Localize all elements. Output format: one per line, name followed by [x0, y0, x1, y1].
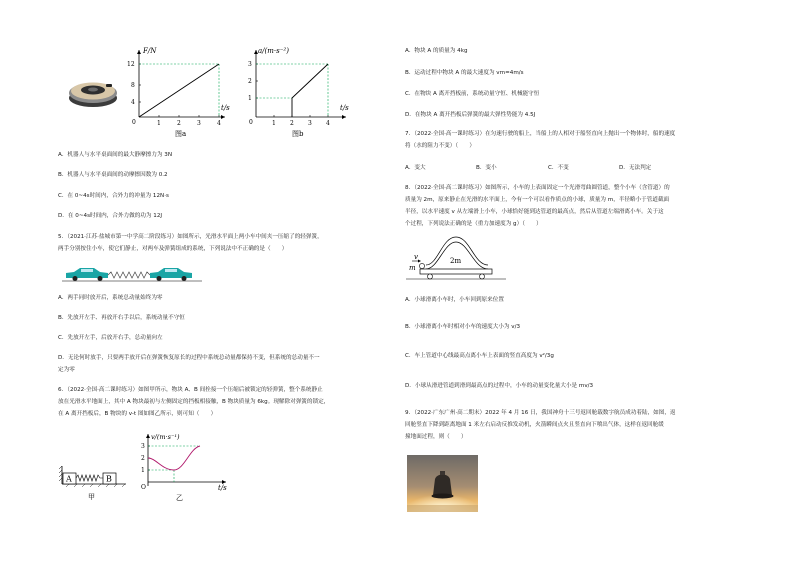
cart-mass-label: 2m: [450, 257, 462, 265]
figure-a-force-time: [125, 44, 230, 142]
cart-with-tube-figure: [406, 233, 506, 281]
q6-option-a: A．物块 A 的质量为 4kg: [405, 48, 468, 54]
q8-option-c: C．车上管道中心线最高点离小车上表面的竖直高度为 v²/3g: [405, 353, 554, 359]
q8-stem-line1: 8．（2022·全国·高二课时练习）如图所示，小车的上表面固定一个光滑弯曲圆管道，整个小车（含管道）的: [405, 185, 670, 191]
figure-jia-blocks-spring: [58, 460, 130, 502]
figure-b-xtick-1: 1: [272, 120, 276, 127]
figure-a-xtick-2: 2: [177, 120, 181, 127]
q8-option-d: D．小球从滑进管道到滑到最高点的过程中，小车的动量变化量大小是 mv/3: [405, 383, 594, 389]
q9-stem-line3: 撞地面过程，则（ ）: [405, 434, 467, 440]
q5-option-d-line2: 定为零: [58, 367, 75, 373]
figure-b-acceleration-time: [236, 44, 351, 142]
q8-stem-line3: 半径，以水平速度 v 从左端滑上小车，小球恰好能到达管道的最高点，然后从管道左端滑离小车。关于这: [405, 209, 664, 215]
figure-b-xtick-2: 2: [290, 120, 294, 127]
q5-stem-line2: 两手分别按住小车，使它们静止，对两车及弹簧组成的系统，下列说法中不正确的是（ ）: [58, 246, 288, 252]
q4-option-a: A．机器人与水平桌面间的最大静摩擦力为 3N: [58, 152, 173, 158]
q6-option-d: D．在物块 A 离开挡板后弹簧的最大弹性势能为 4.5J: [405, 112, 536, 118]
figure-b-xtick-4: 4: [326, 120, 330, 127]
figure-a-xtick-4: 4: [217, 120, 221, 127]
q5-option-b: B．先放开左手、再放开右手以后，系统动量不守恒: [58, 315, 185, 321]
figure-a-ylabel: F/N: [143, 47, 157, 55]
figure-yi-ylabel: v/(m·s⁻¹): [151, 433, 180, 441]
figure-a-caption: 图a: [175, 130, 187, 138]
figure-b-ytick-2: 2: [248, 78, 252, 85]
block-a-label: A: [66, 474, 72, 484]
figure-jia-caption: 甲: [88, 493, 95, 501]
figure-yi-caption: 乙: [176, 494, 183, 502]
q6-stem-line2: 放在光滑水平地面上，其中 A 物块最初与左侧固定的挡板相接触，B 物块质量为 6kg。现解除对弹簧的锁定，: [58, 399, 330, 405]
q8-stem-line2: 质量为 2m，原来静止在光滑的水平面上，今有一个可以看作质点的小球，质量为 m，半径略小于管道截面: [405, 197, 670, 203]
figure-a-origin: 0: [132, 119, 136, 126]
block-b-label: B: [106, 474, 112, 484]
q4-option-b: B．机器人与水平桌面间的动摩擦因数为 0.2: [58, 172, 168, 178]
figure-yi-origin: O: [141, 484, 146, 491]
velocity-curve: [148, 446, 200, 470]
q8-option-b: B．小球滑离小车时相对小车的速度大小为 v/3: [405, 324, 521, 330]
figure-b-ytick-3: 3: [248, 61, 252, 68]
figure-yi-xlabel: t/s: [218, 484, 227, 492]
q4-option-c: C．在 0~4s时间内，合外力的冲量为 12N·s: [58, 193, 169, 199]
figure-b-ylabel: a/(m·s⁻²): [258, 47, 289, 55]
figure-yi-ytick-1: 1: [141, 467, 145, 474]
q7-option-c: C．不变: [548, 165, 569, 171]
q7-option-b: B．变小: [476, 165, 497, 171]
ball-mass-label: m: [409, 264, 416, 272]
figure-yi-velocity-time: [138, 430, 230, 504]
q7-option-d: D．无法判定: [619, 165, 652, 171]
velocity-label: v: [414, 253, 418, 261]
figure-a-xtick-1: 1: [157, 120, 161, 127]
q5-option-a: A．两手同时放开后，系统总动量始终为零: [58, 295, 163, 301]
q5-option-d-line1: D．无论何时放手，只要两手放开后在弹簧恢复原长的过程中系统总动量都保持不变，但系统的总动量不一: [58, 355, 320, 361]
q4-option-d: D．在 0~4s时间内，合外力做的功为 12J: [58, 213, 163, 219]
q6-option-c: C．在物块 A 离开挡板前，系统动量守恒、机械能守恒: [405, 91, 540, 97]
q9-stem-line1: 9．（2022·广东广州·高二期末）2022 年 4 月 16 日，我国神舟十三号返回舱载数字航员成功着陆，如图，返: [405, 410, 676, 416]
two-cars-spring-figure: [62, 262, 202, 284]
q6-stem-line1: 6．（2022·全国·高二课时练习）如图甲所示，物块 A、B 间拴接一个压缩后被锁定的轻弹簧，整个系统静止: [58, 387, 323, 393]
q5-stem-line1: 5．（2021·江苏·盐城市第一中学高二阶段练习）如图所示，光滑水平面上两小车中间夹一压缩了的轻弹簧，: [58, 234, 323, 240]
figure-b-xtick-3: 3: [308, 120, 312, 127]
figure-a-xlabel: t/s: [221, 104, 230, 112]
figure-b-xlabel: t/s: [340, 104, 349, 112]
q6-stem-line3: 在 A 离开挡板后，B 物块的 v-t 图如图乙所示，则可知（ ）: [58, 411, 217, 417]
q8-option-a: A．小球滑离小车时，小车回到原来位置: [405, 297, 504, 303]
q7-stem-line2: 将（水的阻力不变）（ ）: [405, 143, 475, 149]
q8-stem-line4: 个过程，下列说法正确的是（重力加速度为 g）（ ）: [405, 221, 542, 227]
figure-yi-ytick-2: 2: [141, 455, 145, 462]
q6-option-b: B．运动过程中物块 A 的最大速度为 vm=4m/s: [405, 70, 524, 76]
q9-stem-line2: 回舱竖直下降到距离地面 1 米左右启动反推发动机，火箭瞬间点火且竖直向下喷出气体，这样在返回舱缓: [405, 422, 664, 428]
force-line: [139, 64, 219, 117]
return-capsule-photo: [407, 455, 478, 512]
figure-a-ytick-8: 8: [131, 82, 135, 89]
q7-stem-line1: 7．（2022·全国·高一课时练习）在匀速行驶的船上，当船上的人相对于船竖直向上抛出一个物体时，船的速度: [405, 131, 676, 137]
figure-b-origin: 0: [249, 119, 253, 126]
figure-b-caption: 图b: [292, 130, 304, 138]
accel-line: [292, 64, 328, 98]
figure-b-ytick-1: 1: [248, 95, 252, 102]
q7-option-a: A．变大: [405, 165, 426, 171]
robot-vacuum-photo: [66, 74, 120, 110]
q5-option-c: C．先放开左手，后放开右手，总动量向左: [58, 335, 163, 341]
figure-a-ytick-12: 12: [127, 61, 135, 68]
figure-yi-ytick-3: 3: [141, 443, 145, 450]
figure-a-ytick-4: 4: [131, 99, 135, 106]
figure-a-xtick-3: 3: [197, 120, 201, 127]
